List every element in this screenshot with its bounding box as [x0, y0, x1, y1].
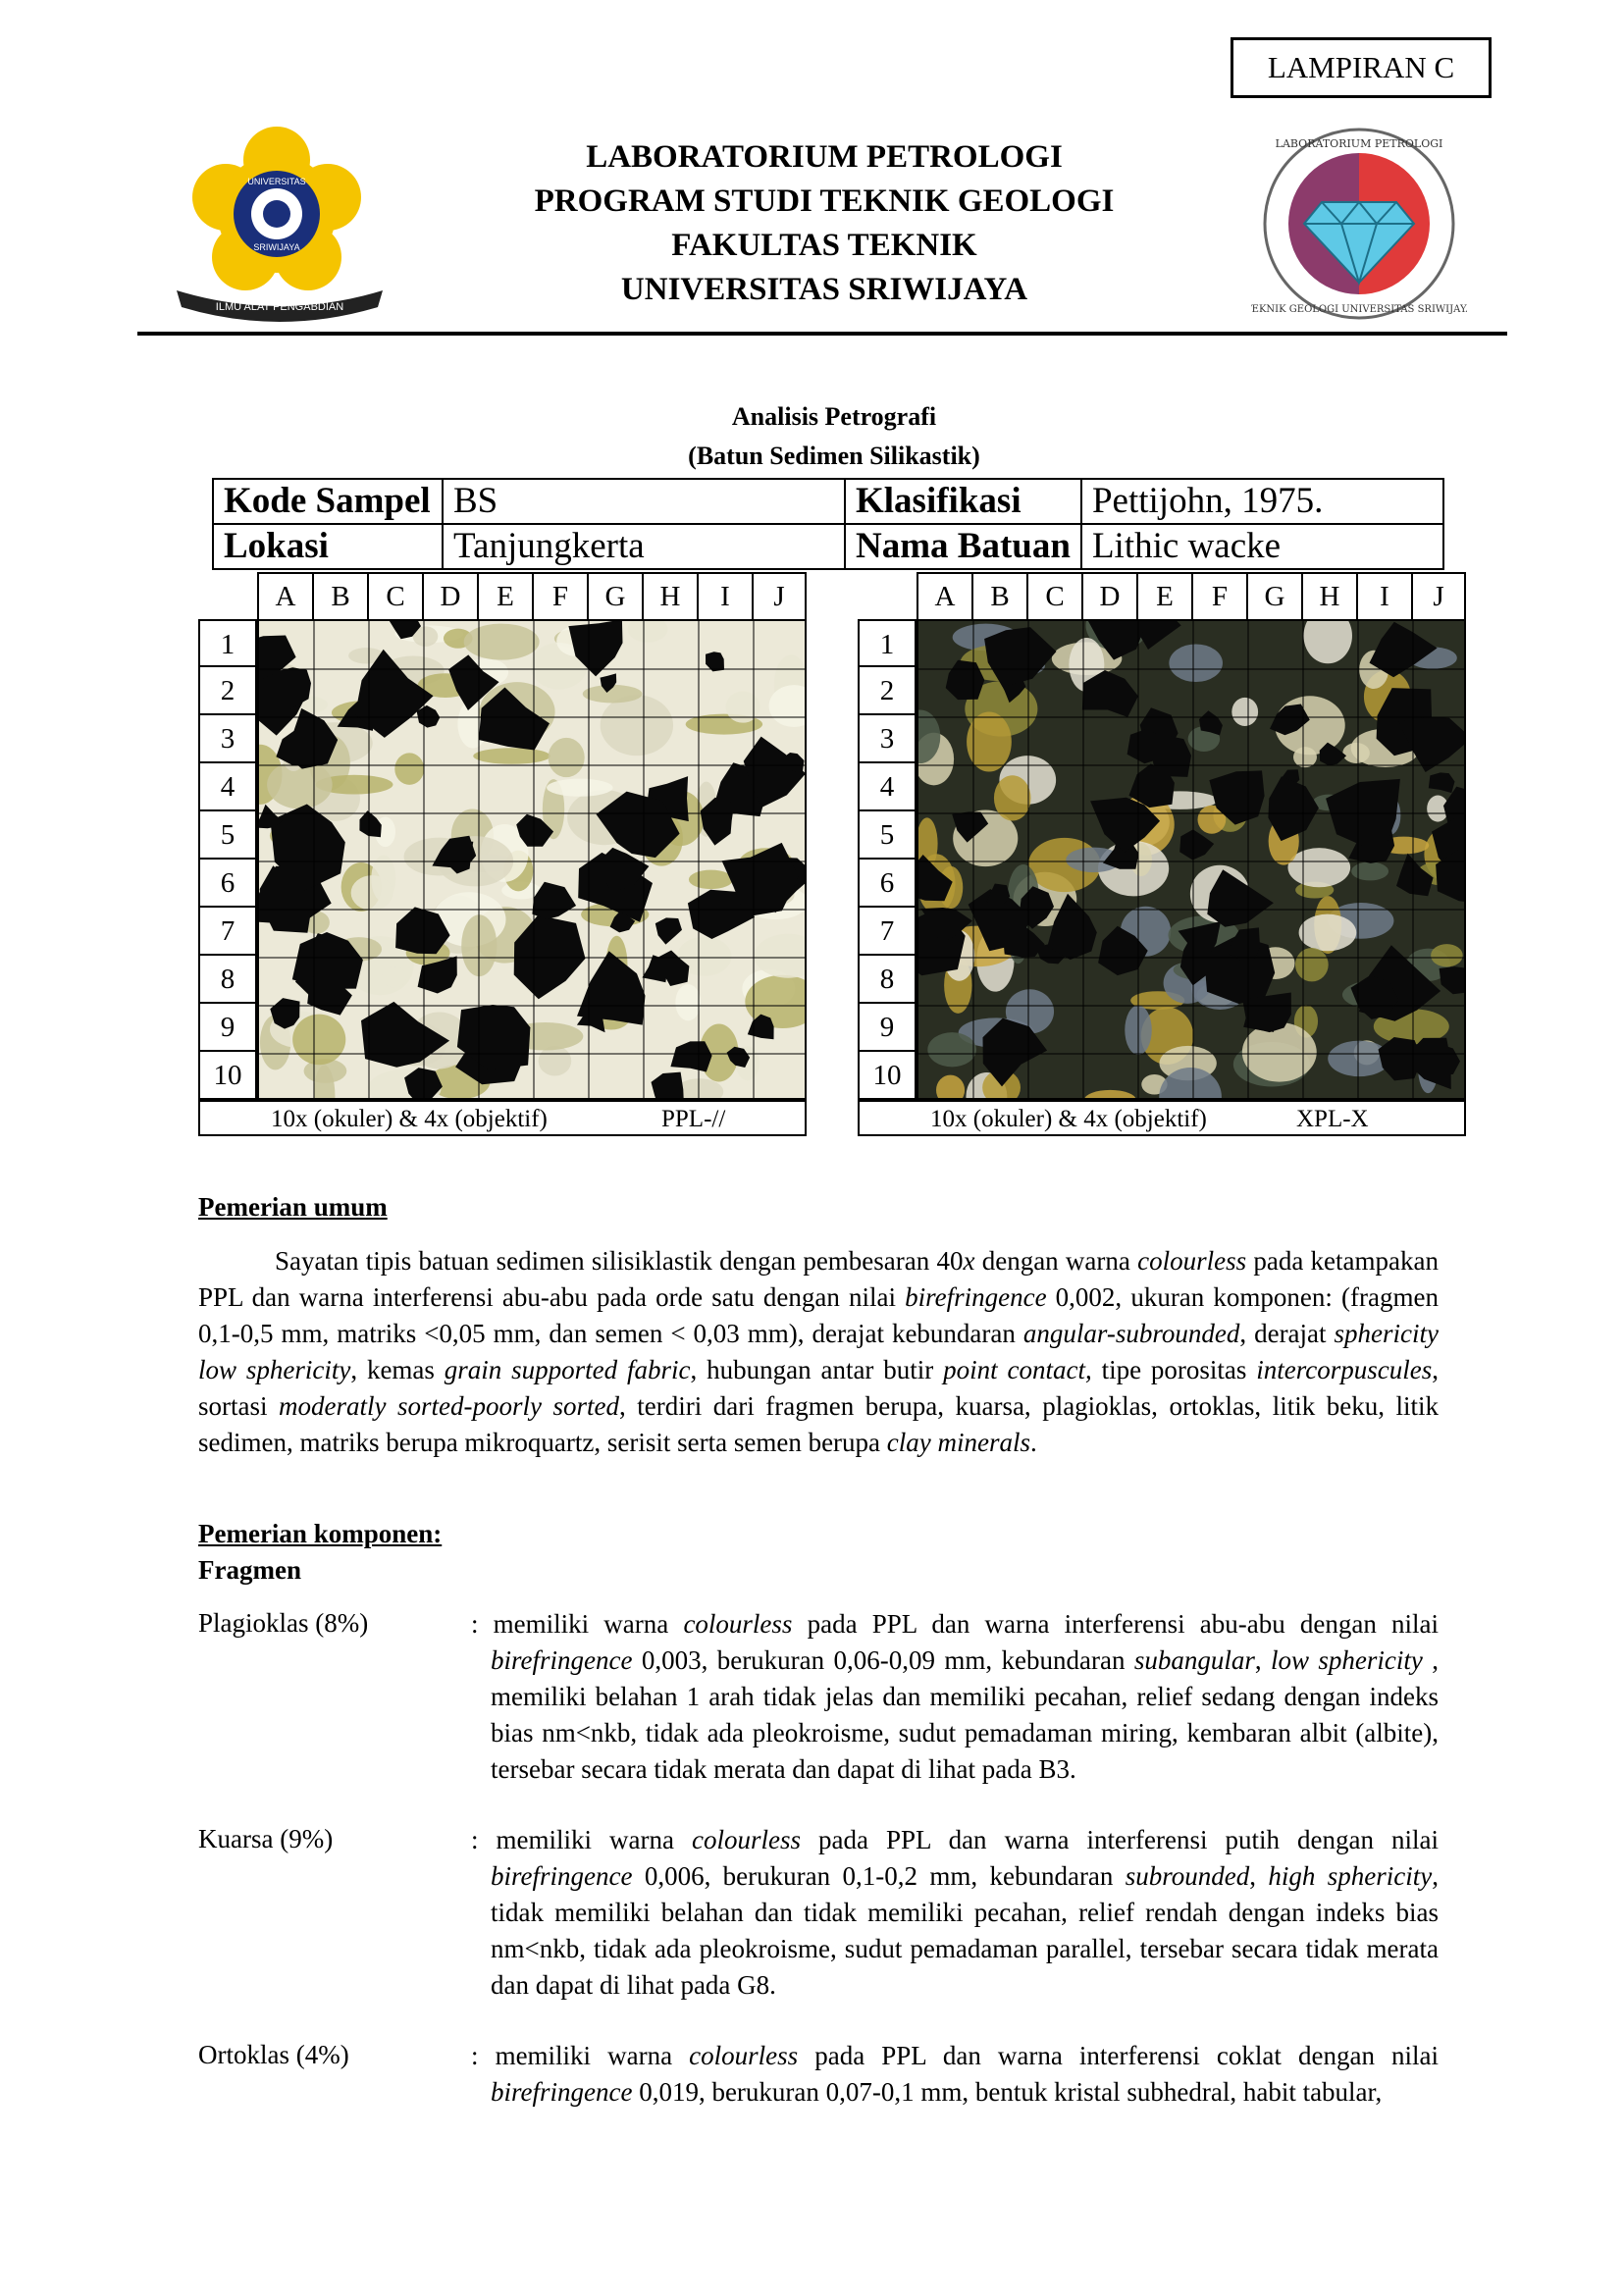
grid-row-label: 2: [858, 667, 917, 715]
mineral-segment: pada PPL dan warna interferensi putih dengan nilai: [801, 1825, 1440, 1854]
grid-column-labels: [257, 572, 807, 619]
umum-segment: colourless: [1137, 1246, 1247, 1276]
mineral-segment: colourless: [689, 2041, 799, 2070]
mineral-segment: ,: [1254, 1645, 1272, 1675]
header-line-3: FAKULTAS TEKNIK: [671, 228, 977, 263]
mineral-description: [471, 1606, 1439, 1788]
mineral-name: Kuarsa (9%): [198, 1824, 334, 1853]
lokasi-label: Lokasi: [213, 524, 443, 569]
mineral-segment: colourless: [692, 1825, 802, 1854]
thin-section-ppl: [198, 572, 807, 1141]
umum-segment: clay minerals: [886, 1428, 1031, 1457]
kode-value: BS: [443, 479, 845, 524]
title-block: [589, 397, 1079, 476]
nama-batuan-label: Nama Batuan: [845, 524, 1081, 569]
grid-column-label: A: [257, 572, 312, 619]
grid-column-label: E: [1136, 572, 1191, 619]
grid-row-label: 8: [858, 956, 917, 1004]
umum-segment: .: [1030, 1428, 1037, 1457]
svg-text:SRIWIJAYA: SRIWIJAYA: [253, 242, 300, 252]
svg-text:UNIVERSITAS: UNIVERSITAS: [247, 177, 306, 186]
grid-row-label: 1: [858, 619, 917, 667]
mineral-segment: ,: [1249, 1861, 1269, 1891]
klasifikasi-value: Pettijohn, 1975.: [1081, 479, 1443, 524]
header-divider: [137, 332, 1507, 336]
grid-column-label: B: [971, 572, 1026, 619]
magnification-label: 10x (okuler) & 4x (objektif): [930, 1106, 1207, 1132]
grid-column-label: H: [1301, 572, 1356, 619]
umum-segment: , terdiri dari fragmen berupa, kuarsa, plagioklas, ortoklas, litik beku, litik sedimen, matriks berupa mikroquartz, serisit serta semen berupa: [198, 1391, 1439, 1457]
mineral-segment: birefringence: [491, 2077, 633, 2107]
lokasi-value: Tanjungkerta: [443, 524, 845, 569]
umum-segment: 0,002, ukuran komponen: (fragmen 0,1-0,5 mm, matriks <0,05 mm, dan semen < 0,03 mm), derajat kebundaran: [198, 1282, 1439, 1348]
mineral-segment: colourless: [683, 1609, 793, 1639]
mineral-segment: , memiliki belahan 1 arah tidak jelas dan memiliki pecahan, relief sedang dengan indeks bias nm<nkb, tidak ada pleokroisme, sudut pemadaman miring, kembaran albit (albite), tersebar secara tidak merata dan dapat di lihat pada B3.: [491, 1645, 1440, 1784]
umum-segment: , hubungan antar butir: [690, 1355, 944, 1384]
grid-column-label: G: [587, 572, 642, 619]
umum-segment: angular-subrounded: [1022, 1319, 1240, 1348]
nama-batuan-value: Lithic wacke: [1081, 524, 1443, 569]
umum-segment: dengan warna: [974, 1246, 1138, 1276]
grid-row-labels: [858, 619, 917, 1100]
mineral-segment: , tidak memiliki belahan dan tidak memiliki pecahan, relief rendah dengan indeks bias nm<nkb, tidak ada pleokroisme, sudut pemadaman parallel, tersebar secara tidak merata dan dapat di lihat pada G8.: [491, 1861, 1440, 2000]
umum-segment: pada ketampakan PPL dan warna interferensi abu-abu pada orde satu dengan nilai: [198, 1246, 1439, 1312]
grid-column-labels: [917, 572, 1466, 619]
mineral-description: [471, 2038, 1439, 2111]
photo-caption: [198, 1100, 807, 1136]
grid-row-label: 7: [198, 908, 257, 956]
grid-row-label: 4: [858, 763, 917, 811]
umum-segment: intercorpuscules: [1256, 1355, 1433, 1384]
grid-row-label: 9: [198, 1004, 257, 1052]
klasifikasi-label: Klasifikasi: [845, 479, 1081, 524]
mineral-segment: 0,006, berukuran 0,1-0,2 mm, kebundaran: [632, 1861, 1126, 1891]
mineral-segment: high sphericity: [1268, 1861, 1433, 1891]
grid-column-label: F: [1191, 572, 1246, 619]
mineral-name: Ortoklas (4%): [198, 2040, 349, 2069]
polarization-mode: XPL-X: [1296, 1106, 1369, 1132]
magnification-label: 10x (okuler) & 4x (objektif): [271, 1106, 548, 1132]
mineral-segment: : memiliki warna: [471, 1825, 693, 1854]
header-block: [412, 135, 1236, 312]
laboratory-logo: [1251, 126, 1467, 322]
svg-text:ILMU ALAT PENGABDIAN: ILMU ALAT PENGABDIAN: [215, 301, 344, 313]
umum-segment: , derajat: [1239, 1319, 1335, 1348]
university-logo: [167, 126, 393, 322]
title-sub: (Batun Sedimen Silikastik): [688, 442, 980, 470]
umum-segment: , kemas: [350, 1355, 445, 1384]
grid-row-label: 7: [858, 908, 917, 956]
umum-segment: sphericity low sphericity: [198, 1319, 1439, 1384]
grid-column-label: D: [1081, 572, 1136, 619]
appendix-label: LAMPIRAN C: [1231, 37, 1492, 98]
mineral-segment: : memiliki warna: [471, 1609, 684, 1639]
grid-column-label: D: [422, 572, 477, 619]
thin-section-xpl: [858, 572, 1444, 1141]
polarization-mode: PPL-//: [661, 1106, 726, 1132]
umum-segment: grain supported fabric: [444, 1355, 691, 1384]
grid-column-label: A: [917, 572, 971, 619]
grid-row-label: 3: [858, 715, 917, 763]
grid-row-label: 2: [198, 667, 257, 715]
grid-column-label: B: [312, 572, 367, 619]
svg-text:TEKNIK GEOLOGI UNIVERSITAS SRI: TEKNIK GEOLOGI UNIVERSITAS SRIWIJAYA: [1251, 304, 1467, 315]
umum-segment: birefringence: [905, 1282, 1047, 1312]
kode-label: Kode Sampel: [213, 479, 443, 524]
mineral-segment: 0,003, berukuran 0,06-0,09 mm, kebundaran: [632, 1645, 1134, 1675]
grid-row-label: 10: [858, 1052, 917, 1100]
header-line-1: LABORATORIUM PETROLOGI: [586, 139, 1063, 175]
ppl-photomicrograph: [257, 619, 807, 1100]
grid-row-label: 6: [858, 860, 917, 908]
title-main: Analisis Petrografi: [731, 402, 937, 431]
grid-row-label: 9: [858, 1004, 917, 1052]
umum-segment: point contact,: [943, 1355, 1092, 1384]
mineral-segment: subrounded: [1125, 1861, 1250, 1891]
sample-info-table: [212, 478, 1444, 570]
fragmen-subheading: Fragmen: [198, 1555, 301, 1585]
grid-column-label: G: [1246, 572, 1301, 619]
xpl-photomicrograph: [917, 619, 1466, 1100]
mineral-name: Plagioklas (8%): [198, 1608, 369, 1638]
photo-caption: [858, 1100, 1466, 1136]
svg-text:LABORATORIUM PETROLOGI: LABORATORIUM PETROLOGI: [1275, 137, 1443, 150]
mineral-segment: 0,019, berukuran 0,07-0,1 mm, bentuk kristal subhedral, habit tabular,: [632, 2077, 1383, 2107]
mineral-segment: low sphericity: [1271, 1645, 1423, 1675]
grid-column-label: I: [697, 572, 752, 619]
grid-column-label: F: [532, 572, 587, 619]
mineral-segment: pada PPL dan warna interferensi coklat dengan nilai: [798, 2041, 1439, 2070]
mineral-segment: : memiliki warna: [471, 2041, 690, 2070]
grid-row-label: 10: [198, 1052, 257, 1100]
grid-column-label: I: [1356, 572, 1411, 619]
pemerian-umum-paragraph: [198, 1243, 1439, 1461]
umum-segment: tipe porositas: [1091, 1355, 1257, 1384]
grid-column-label: H: [642, 572, 697, 619]
umum-segment: , sortasi: [198, 1355, 1440, 1421]
umum-segment: x: [963, 1246, 975, 1276]
pemerian-komponen-heading: Pemerian komponen:: [198, 1519, 443, 1548]
grid-row-labels: [198, 619, 257, 1100]
pemerian-umum-heading: Pemerian umum: [198, 1192, 388, 1222]
mineral-description: [471, 1822, 1439, 2004]
grid-column-label: C: [367, 572, 422, 619]
grid-column-label: J: [1411, 572, 1466, 619]
grid-row-label: 3: [198, 715, 257, 763]
grid-row-label: 6: [198, 860, 257, 908]
grid-column-label: E: [477, 572, 532, 619]
mineral-segment: birefringence: [491, 1861, 633, 1891]
grid-row-label: 1: [198, 619, 257, 667]
header-line-2: PROGRAM STUDI TEKNIK GEOLOGI: [534, 183, 1115, 219]
grid-row-label: 5: [198, 811, 257, 860]
grid-column-label: J: [752, 572, 807, 619]
mineral-segment: pada PPL dan warna interferensi abu-abu dengan nilai: [792, 1609, 1439, 1639]
mineral-segment: birefringence: [491, 1645, 633, 1675]
umum-segment: moderatly sorted-poorly sorted: [279, 1391, 620, 1421]
grid-row-label: 4: [198, 763, 257, 811]
grid-row-label: 8: [198, 956, 257, 1004]
grid-row-label: 5: [858, 811, 917, 860]
grid-column-label: C: [1026, 572, 1081, 619]
header-line-4: UNIVERSITAS SRIWIJAYA: [620, 272, 1028, 307]
umum-segment: Sayatan tipis batuan sedimen silisiklastik dengan pembesaran 40: [275, 1246, 964, 1276]
mineral-segment: subangular: [1133, 1645, 1255, 1675]
